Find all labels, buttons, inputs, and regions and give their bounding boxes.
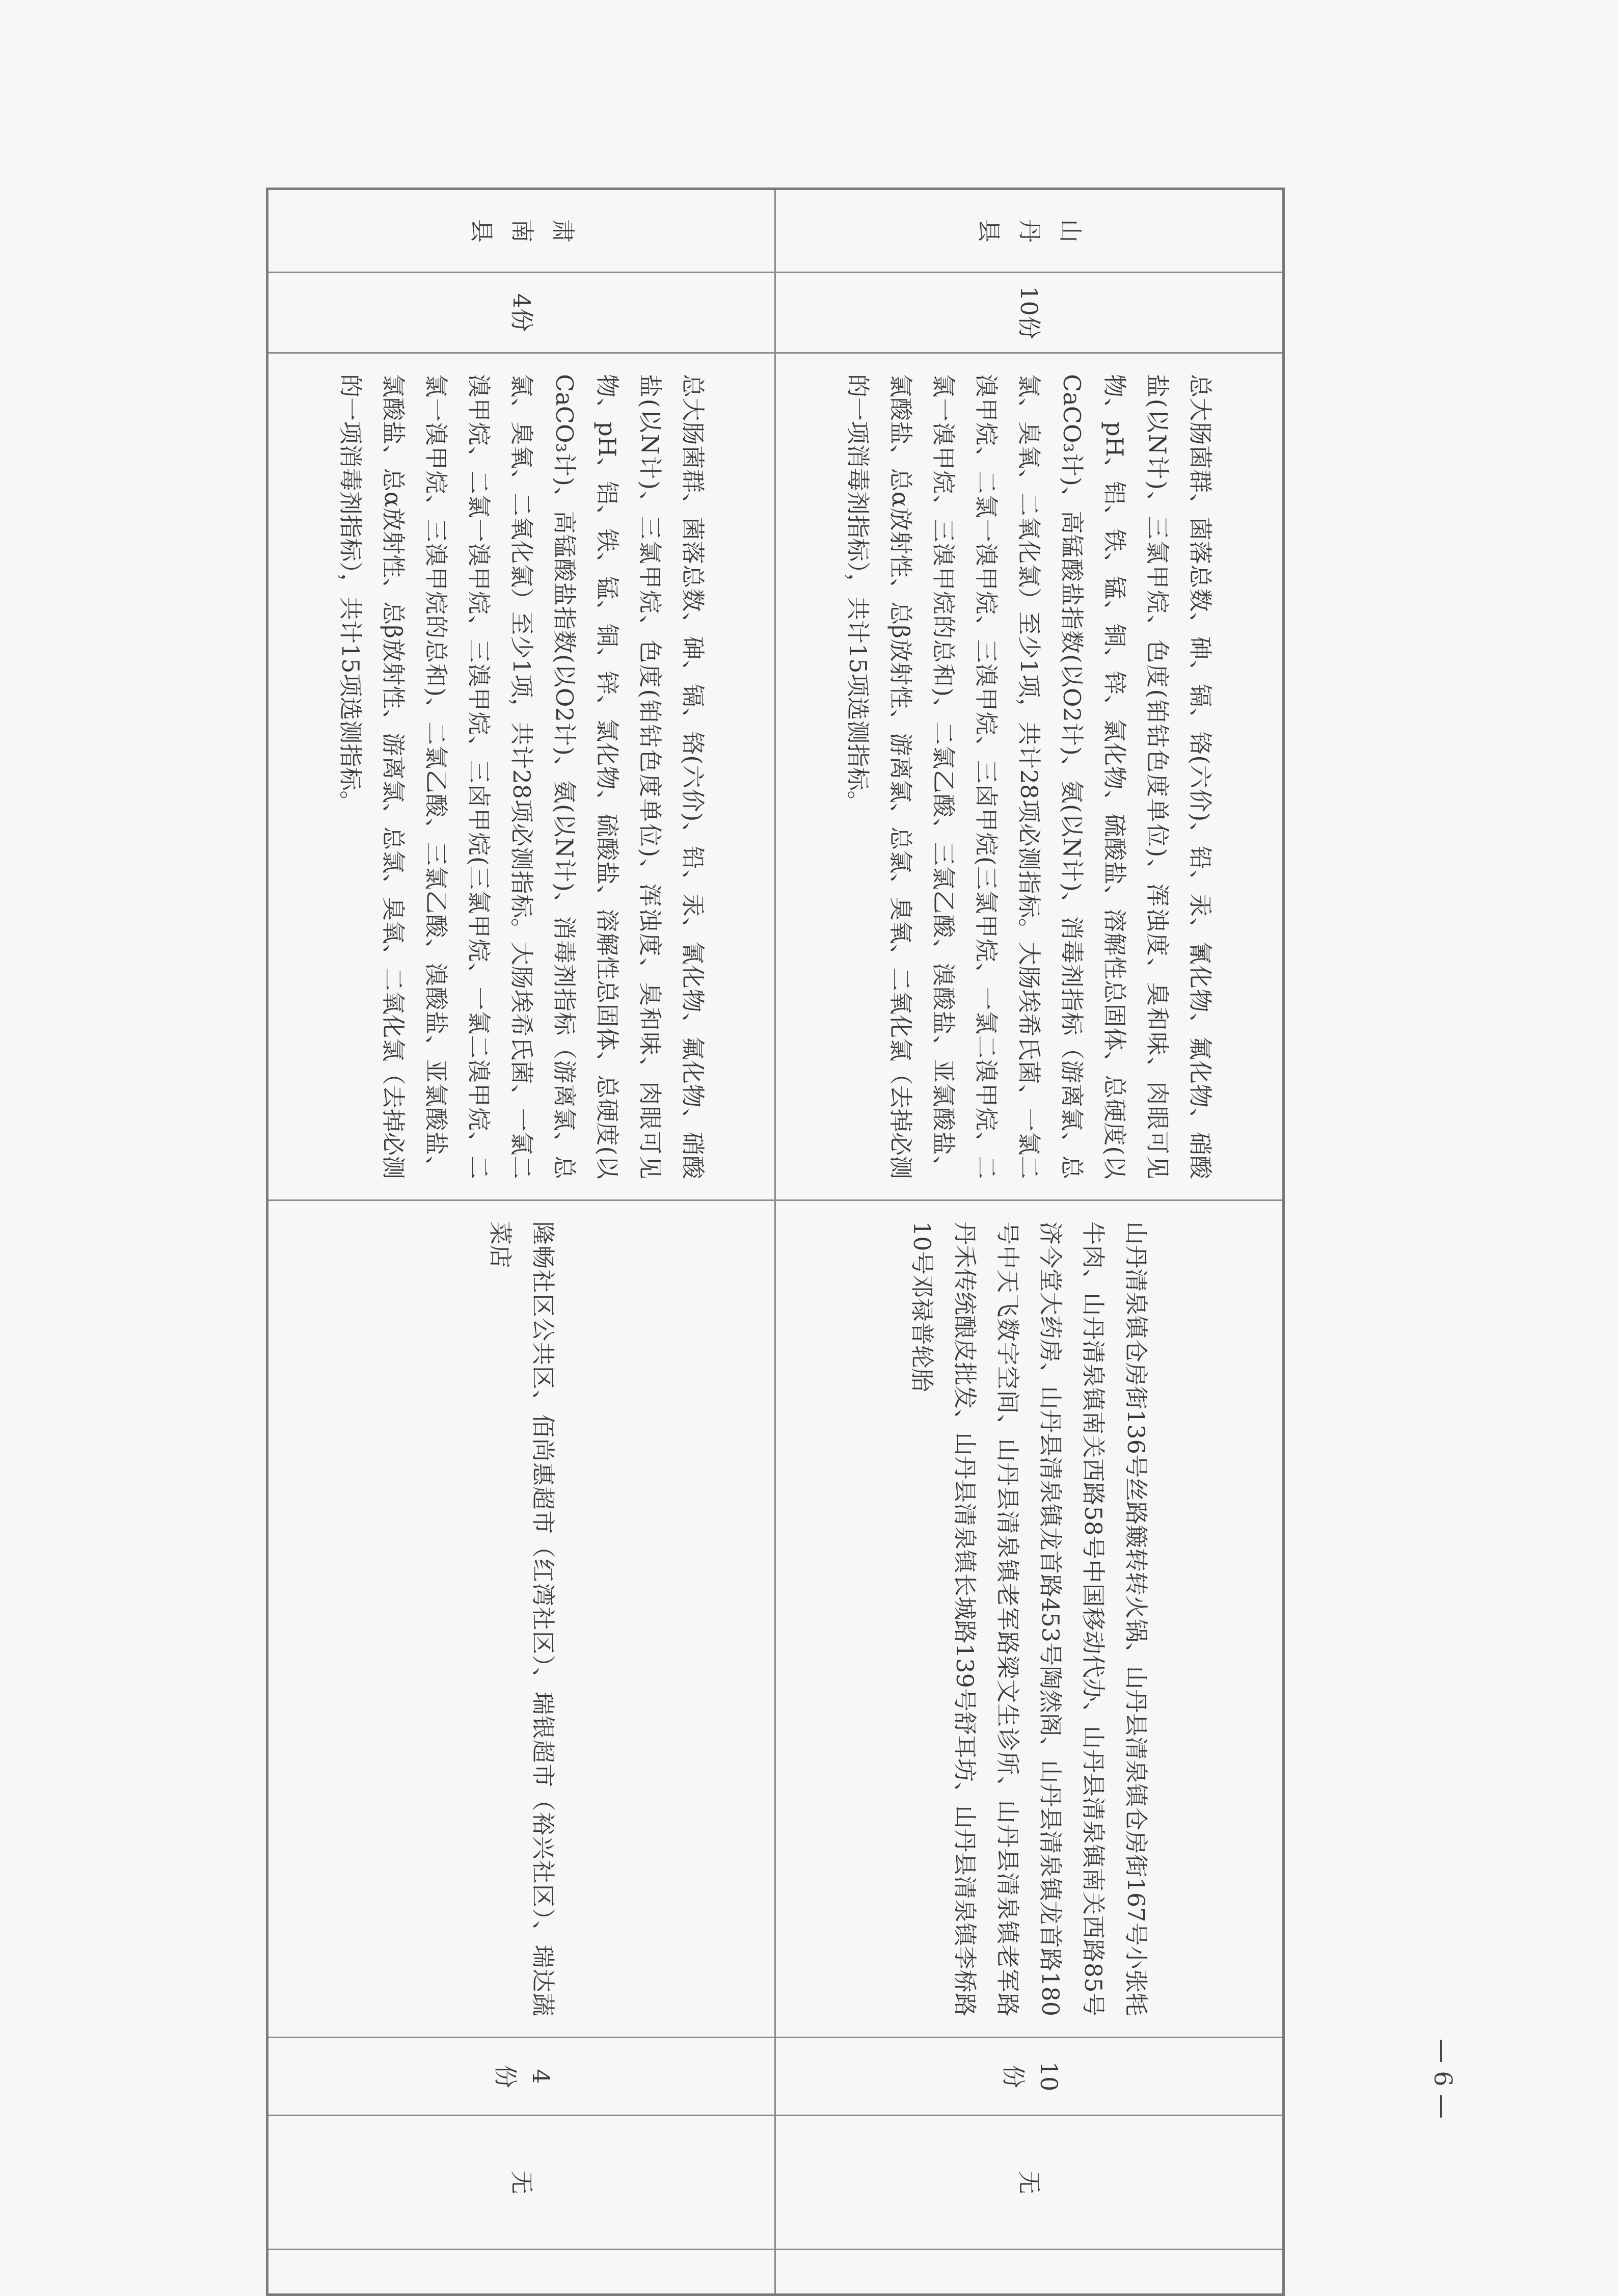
note-text: 无 xyxy=(1015,2171,1043,2194)
test-items-cell xyxy=(775,353,1284,1200)
test-items-text: 总大肠菌群、菌落总数、砷、镉、铬(六价)、铅、汞、氰化物、氟化物、硝酸盐(以N计)、三氯甲烷、色度(铂钴色度单位)、浑浊度、臭和味、肉眼可见物、pH、铝、铁、锰、铜、锌、氯化物、硫酸盐、溶解性总固体、总硬度(以CaCO₃计)、高锰酸盐指数(以O2计)、氨(以N计)、消毒剂指标（游离氯、总氯、臭氧、二氧化氯）至少1项，共计28项必测指标。大肠埃希氏菌、一氯二溴甲烷、二氯一溴甲烷、三溴甲烷、三卤甲烷(三氯甲烷、一氯二溴甲烷、二氯一溴甲烷、三溴甲烷的总和)、二氯乙酸、三氯乙酸、溴酸盐、亚氯酸盐、氯酸盐、总α放射性、总β放射性、游离氯、总氯、臭氧、二氧化氯（去掉必测的一项消毒剂指标），共计15项选测指标。 xyxy=(844,374,1215,1179)
table-row xyxy=(267,189,776,2295)
sample-count-cell xyxy=(775,273,1284,353)
count2-cell xyxy=(267,2038,776,2116)
note-cell xyxy=(267,2116,776,2250)
locations-cell xyxy=(267,1200,776,2038)
test-items-text: 总大肠菌群、菌落总数、砷、镉、铬(六价)、铅、汞、氰化物、氟化物、硝酸盐(以N计)、三氯甲烷、色度(铂钴色度单位)、浑浊度、臭和味、肉眼可见物、pH、铝、铁、锰、铜、锌、氯化物、硫酸盐、溶解性总固体、总硬度(以CaCO₃计)、高锰酸盐指数(以O2计)、氨(以N计)、消毒剂指标（游离氯、总氯、臭氧、二氧化氯）至少1项，共计28项必测指标。大肠埃希氏菌、一氯二溴甲烷、二氯一溴甲烷、三溴甲烷、三卤甲烷(三氯甲烷、一氯二溴甲烷、二氯一溴甲烷、三溴甲烷的总和)、二氯乙酸、三氯乙酸、溴酸盐、亚氯酸盐、氯酸盐、总α放射性、总β放射性、游离氯、总氯、臭氧、二氧化氯（去掉必测的一项消毒剂指标），共计15项选测指标。 xyxy=(336,374,707,1179)
sample-count: 10份 xyxy=(1015,286,1043,339)
note-cell xyxy=(775,2116,1284,2250)
region-label: 山丹县 xyxy=(975,219,1085,243)
table-row xyxy=(775,189,1284,2295)
note-text: 无 xyxy=(507,2171,535,2194)
test-items-cell xyxy=(267,353,776,1200)
count2-cell xyxy=(775,2038,1284,2116)
region-cell xyxy=(775,189,1284,273)
page-number: — 6 — xyxy=(1428,2039,1457,2119)
region-label: 肃南县 xyxy=(467,219,577,243)
locations-text: 山丹清泉镇仓房街136号丝路簸转转火锅、山丹县清泉镇仓房街167号小张牦牛肉、山丹清泉镇南关西路58号中国移动代办、山丹县清泉镇南关西路85号济今堂大药房、山丹县清泉镇龙首路453号陶然阁、山丹县清泉镇龙首路180号中天飞数字空间、山丹县清泉镇老军路梁文生诊所、山丹县清泉镇老军路丹禾传统酿皮批发、山丹县清泉镇长城路139号舒耳坊、山丹县清泉镇李桥路10号邓禄普轮胎 xyxy=(908,1221,1150,2016)
blank-cell xyxy=(775,2250,1284,2295)
rotated-table-sheet xyxy=(266,188,1285,2194)
count2-text: 10份 xyxy=(999,2061,1063,2092)
locations-text: 隆畅社区公共区、佰尚惠超市（红湾社区）、瑞银超市（裕兴社区）、瑞达蔬菜店 xyxy=(486,1221,557,2016)
blank-cell xyxy=(267,2250,776,2295)
count2-text: 4份 xyxy=(492,2065,555,2088)
region-cell xyxy=(267,189,776,273)
sample-count-cell xyxy=(267,273,776,353)
sampling-table xyxy=(266,188,1285,2296)
locations-cell xyxy=(775,1200,1284,2038)
sample-count: 4份 xyxy=(507,293,535,332)
